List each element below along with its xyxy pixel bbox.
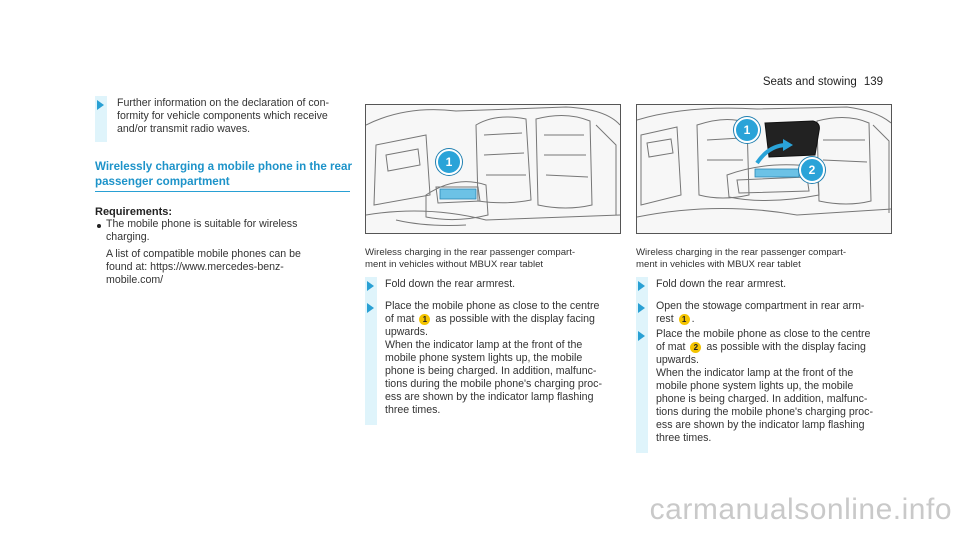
step-text: Open the stowage compartment in rear arm-: [656, 300, 865, 312]
req-note-line: A list of compatible mobile phones can be: [106, 248, 301, 260]
illustration-without-mbux: [365, 104, 621, 234]
callout-1: 1: [436, 149, 462, 175]
marker-2-icon: 2: [690, 342, 701, 353]
bullet-icon: [97, 224, 101, 228]
step-arrow-icon: [367, 303, 374, 313]
section-title-line: Wirelessly charging a mobile phone in the rear: [95, 160, 352, 173]
watermark-text: carmanualsonline.info: [649, 493, 952, 526]
section-title: [95, 160, 352, 188]
step-text: ess are shown by the indicator lamp flashing: [656, 419, 865, 431]
step-text: phone is being charged. In addition, malfunc-: [656, 393, 868, 405]
step-text: phone is being charged. In addition, malfunc-: [385, 365, 597, 377]
req-bullet-line: The mobile phone is suitable for wireless: [106, 218, 298, 230]
step-text-fragment: rest: [656, 313, 674, 325]
requirements-label: Requirements:: [95, 206, 173, 218]
step-text: three times.: [385, 404, 441, 416]
step-text: upwards.: [656, 354, 699, 366]
step-text: mobile phone system lights up, the mobile: [385, 352, 583, 364]
step-text: tions during the mobile phone's charging proc-: [385, 378, 602, 390]
step-text: tions during the mobile phone's charging proc-: [656, 406, 873, 418]
step-text-fragment: .: [691, 313, 695, 325]
car-interior-illustration: [366, 105, 620, 233]
step-text: Place the mobile phone as close to the centre: [656, 328, 871, 340]
step-arrow-icon: [638, 303, 645, 313]
step-text: [656, 341, 866, 354]
step-arrow-icon: [638, 281, 645, 291]
callout-1: 1: [734, 117, 760, 143]
marker-1-icon: 1: [679, 314, 690, 325]
req-note-line: mobile.com/: [106, 274, 164, 286]
step-text: When the indicator lamp at the front of the: [385, 339, 583, 351]
step-arrow-icon: [638, 331, 645, 341]
step-text: Place the mobile phone as close to the centre: [385, 300, 600, 312]
car-interior-illustration: [637, 105, 891, 233]
req-note-line: found at: https://www.mercedes-benz-: [106, 261, 284, 273]
steps-highlight-bar: [365, 277, 377, 425]
step-text: ess are shown by the indicator lamp flashing: [385, 391, 594, 403]
step-text-fragment: of mat: [385, 313, 415, 325]
step-text: mobile phone system lights up, the mobile: [656, 380, 854, 392]
illustration-with-mbux: [636, 104, 892, 234]
step-text: Fold down the rear armrest.: [656, 278, 787, 290]
page-number: 139: [863, 76, 883, 88]
marker-1-icon: 1: [419, 314, 430, 325]
step-text: [385, 313, 595, 326]
section-rule: [95, 191, 350, 192]
caption-line: Wireless charging in the rear passenger compart-: [365, 247, 576, 258]
step-text-fragment: as possible with the display facing: [706, 341, 866, 353]
section-title-line: passenger compartment: [95, 175, 230, 188]
step-arrow-icon: [97, 100, 104, 110]
intro-line: and/or transmit radio waves.: [117, 123, 251, 135]
section-name: Seats and stowing: [762, 76, 857, 88]
step-text: upwards.: [385, 326, 428, 338]
callout-2: 2: [799, 157, 825, 183]
caption-line: Wireless charging in the rear passenger compart-: [636, 247, 847, 258]
step-arrow-icon: [367, 281, 374, 291]
caption-line: ment in vehicles with MBUX rear tablet: [636, 259, 801, 270]
step-text: [656, 313, 695, 326]
intro-line: Further information on the declaration of con-: [117, 97, 329, 109]
page-header: [763, 76, 883, 88]
step-text-fragment: as possible with the display facing: [435, 313, 595, 325]
caption-line: ment in vehicles without MBUX rear tablet: [365, 259, 544, 270]
step-text: When the indicator lamp at the front of the: [656, 367, 854, 379]
step-text: Fold down the rear armrest.: [385, 278, 516, 290]
intro-line: formity for vehicle components which receive: [117, 110, 328, 122]
req-bullet-line: charging.: [106, 231, 150, 243]
step-text: three times.: [656, 432, 712, 444]
step-text-fragment: of mat: [656, 341, 686, 353]
